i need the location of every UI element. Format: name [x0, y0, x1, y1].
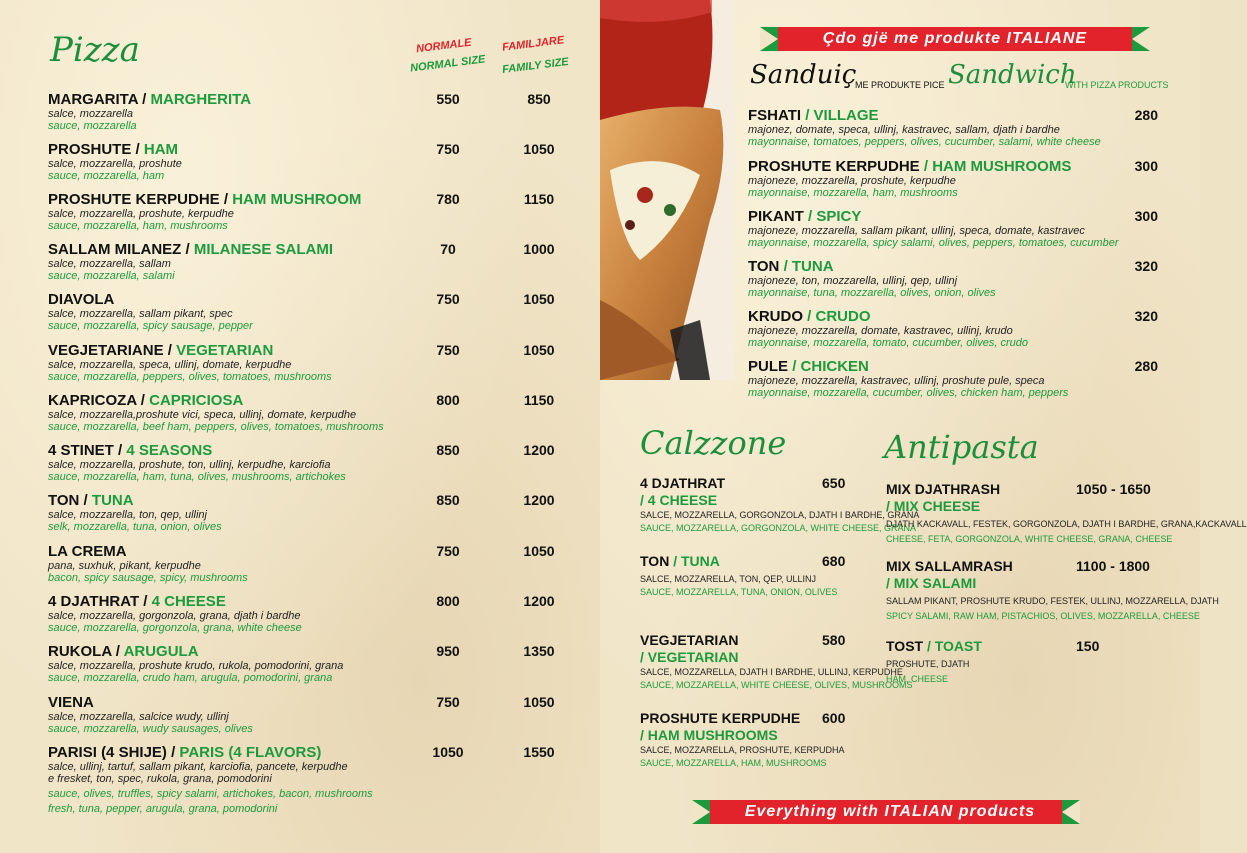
calzzone-item [640, 553, 880, 599]
pizza-item-name [48, 643, 588, 660]
pizza-ingredients-al: salce, mozzarella [48, 108, 133, 120]
sandwich-ingredients-al: majoneze, mozzarella, proshute, kerpudhe [748, 175, 956, 187]
pizza-item-name [48, 291, 588, 308]
pizza-name-en: MARGHERITA [150, 91, 252, 108]
calzzone-ingredients-al: SALCE, MOZZARELLA, DJATH I BARDHE, ULLINJ, KERPUDHE [640, 667, 903, 677]
calzzone-price: 680 [822, 553, 846, 569]
price-normal: 750 [436, 141, 460, 157]
top-banner-right-tail [1132, 27, 1150, 51]
pizza-item [48, 392, 588, 433]
antipasta-ingredients-en: HAM, CHEESE [886, 674, 949, 684]
calzzone-item [640, 710, 880, 770]
pizza-name-en: 4 SEASONS [126, 442, 213, 459]
pizza-ingredients-en: sauce, mozzarella, beef ham, peppers, olives, tomatoes, mushrooms [48, 421, 384, 433]
pizza-ingredients-al: salce, mozzarella, proshute, kerpudhe [48, 208, 234, 220]
pizza-ingredients-al: salce, mozzarella, sallam [48, 258, 171, 270]
calzzone-name-al: VEGJETARIAN [640, 632, 739, 648]
antipasta-ingredients-al: PROSHUTE, DJATH [886, 659, 970, 669]
pizza-ingredients-en: sauce, mozzarella, ham, mushrooms [48, 220, 228, 232]
pizza-ingredients-al: salce, mozzarella, salcice wudy, ullinj [48, 711, 229, 723]
sandwich-price: 280 [1134, 358, 1158, 374]
pizza-item [48, 342, 588, 383]
sandwich-name-al: PULE [748, 358, 793, 375]
top-banner-text: Çdo gjë me produkte ITALIANE [822, 30, 1088, 47]
calzzone-ingredients-al: SALCE, MOZZARELLA, PROSHUTE, KERPUDHA [640, 745, 845, 755]
price-normal: 750 [436, 342, 460, 358]
sandwich-price: 300 [1134, 208, 1158, 224]
price-normal: 800 [436, 392, 460, 408]
bottom-banner [700, 800, 1080, 824]
pizza-ingredients-al: salce, mozzarella, ton, qep, ullinj [48, 509, 207, 521]
antipasta-name-al: TOST [886, 638, 927, 654]
calzzone-name-en: / HAM MUSHROOMS [640, 727, 778, 743]
antipasta-price: 150 [1076, 638, 1100, 654]
sandwich-price: 280 [1134, 107, 1158, 123]
pizza-ingredients-en: sauce, mozzarella, spicy sausage, pepper [48, 320, 253, 332]
sandwich-item [748, 107, 1158, 148]
pizza-name-en: 4 CHEESE [151, 593, 226, 610]
sandwich-name-en: / TUNA [783, 258, 834, 275]
price-normal: 850 [436, 442, 460, 458]
pizza-item [48, 91, 588, 132]
pizza-name-en: HAM [143, 141, 179, 158]
calzzone-name-en: / TUNA [673, 553, 720, 569]
price-family: 1050 [523, 694, 555, 710]
bottom-banner-left-tail [692, 800, 710, 824]
calzzone-ingredients-al: SALCE, MOZZARELLA, GORGONZOLA, DJATH I BARDHE, GRANA [640, 510, 920, 520]
pizza-ingredients-al: salce, ullinj, tartuf, sallam pikant, karciofia, pancete, kerpudhe [48, 761, 348, 773]
price-family: 1050 [523, 342, 555, 358]
pizza-name-al: RUKOLA / [48, 643, 124, 660]
antipasta-ingredients-al: SALLAM PIKANT, PROSHUTE KRUDO, FESTEK, ULLINJ, MOZZARELLA, DJATH [886, 596, 1219, 606]
calzzone-price: 580 [822, 632, 846, 648]
bottom-banner-text: Everything with ITALIAN products [744, 803, 1036, 820]
pizza-item-name [48, 191, 588, 208]
pizza-ingredients-al: salce, mozzarella, proshute, ton, ullinj, kerpudhe, karciofia [48, 459, 331, 471]
calzzone-ingredients-en: SAUCE, MOZZARELLA, WHITE CHEESE, OLIVES, MUSHROOMS [640, 680, 913, 690]
sandwich-title-al: Sanduiç [750, 60, 857, 90]
calzzone-item-name-en [640, 492, 880, 509]
calzzone-name-al: 4 DJATHRAT [640, 475, 726, 491]
antipasta-item [886, 558, 1219, 623]
pizza-name-en: MILANESE SALAMI [193, 241, 333, 258]
sandwich-name-en: / SPICY [808, 208, 862, 225]
pizza-name-al: PARISI (4 SHIJE) / [48, 744, 180, 761]
pizza-item-name [48, 241, 588, 258]
sandwich-item-name [748, 308, 1158, 325]
price-normal: 800 [436, 593, 460, 609]
sandwich-name-en: / CRUDO [807, 308, 871, 325]
sandwich-item-name [748, 258, 1158, 275]
sandwich-ingredients-al: majoneze, mozzarella, kastravec, ullinj, proshute pule, speca [748, 375, 1045, 387]
pizza-ingredients-al: salce, mozzarella, proshute [48, 158, 182, 170]
pizza-item [48, 141, 588, 182]
antipasta-item [886, 481, 1247, 546]
pizza-ingredients-al: salce, mozzarella, gorgonzola, grana, djath i bardhe [48, 610, 301, 622]
sandwich-ingredients-en: mayonnaise, mozzarella, ham, mushrooms [748, 187, 958, 199]
pizza-ingredients-al: salce, mozzarella,proshute vici, speca, ullinj, domate, kerpudhe [48, 409, 357, 421]
sandwich-ingredients-en: mayonnaise, mozzarella, tomato, cucumber, olives, crudo [748, 337, 1029, 349]
bottom-banner-right-tail [1062, 800, 1080, 824]
pizza-item [48, 442, 588, 483]
pizza-item [48, 593, 588, 634]
pizza-ingredients-en-2: fresh, tuna, pepper, arugula, grana, pomodorini [48, 803, 278, 815]
sandwich-item [748, 358, 1158, 399]
antipasta-ingredients-en: CHEESE, FETA, GORGONZOLA, WHITE CHEESE, GRANA, CHEESE [886, 534, 1173, 544]
pizza-page [0, 0, 601, 853]
sandwich-item [748, 158, 1158, 199]
pizza-ingredients-al: salce, mozzarella, speca, ullinj, domate, kerpudhe [48, 359, 292, 371]
pizza-item-name [48, 744, 588, 761]
sandwich-name-en: / VILLAGE [805, 107, 879, 124]
pizza-name-al: 4 DJATHRAT / [48, 593, 152, 610]
pizza-item-name [48, 492, 588, 509]
pizza-ingredients-en: sauce, mozzarella [48, 120, 137, 132]
pizza-name-en: HAM MUSHROOM [232, 191, 362, 208]
sandwich-item [748, 208, 1158, 249]
pizza-ingredients-en: sauce, mozzarella, gorgonzola, grana, white cheese [48, 622, 302, 634]
calzzone-price: 600 [822, 710, 846, 726]
pizza-name-al: SALLAM MILANEZ / [48, 241, 194, 258]
price-normal: 750 [436, 694, 460, 710]
pizza-name-al: VEGJETARIANE / [48, 342, 177, 359]
price-family: 1050 [523, 291, 555, 307]
price-normal: 850 [436, 492, 460, 508]
sandwich-item-name [748, 107, 1158, 124]
pizza-name-en: PARIS (4 FLAVORS) [179, 744, 322, 761]
antipasta-name-al: MIX DJATHRASH [886, 481, 1001, 497]
calzzone-title: Calzzone [640, 424, 787, 462]
calzzone-ingredients-en: SAUCE, MOZZARELLA, HAM, MUSHROOMS [640, 758, 827, 768]
antipasta-name-en: / MIX CHEESE [886, 498, 981, 514]
sandwich-name-al: KRUDO [748, 308, 808, 325]
price-normal: 950 [436, 643, 460, 659]
pizza-item-name [48, 593, 588, 610]
pizza-ingredients-en: sauce, olives, truffles, spicy salami, artichokes, bacon, mushrooms [48, 788, 373, 800]
pizza-ingredients-en: sauce, mozzarella, crudo ham, arugula, pomodorini, grana [48, 672, 333, 684]
sandwich-ingredients-al: majoneze, mozzarella, sallam pikant, ullinj, speca, domate, kastravec [748, 225, 1085, 237]
calzzone-name-al: TON [640, 553, 674, 569]
price-family: 1200 [523, 492, 555, 508]
pizza-name-en: ARUGULA [123, 643, 199, 660]
price-family: 1150 [523, 392, 555, 408]
calzzone-name-en: / 4 CHEESE [640, 492, 718, 508]
pizza-ingredients-en: sauce, mozzarella, salami [48, 270, 175, 282]
calzzone-price: 650 [822, 475, 846, 491]
pizza-title: Pizza [50, 30, 140, 70]
price-family: 1000 [523, 241, 555, 257]
price-family: 1350 [523, 643, 555, 659]
price-family: 850 [527, 91, 551, 107]
family-header-al: FAMILJARE [501, 34, 565, 54]
sandwich-item [748, 258, 1158, 299]
pizza-item [48, 291, 588, 332]
calzzone-item-name-en [640, 727, 880, 744]
calzzone-item-name-en [640, 649, 880, 666]
sandwich-title-en: Sandwich [948, 60, 1077, 90]
pizza-name-en: VEGETARIAN [176, 342, 274, 359]
calzzone-ingredients-en: SAUCE, MOZZARELLA, TUNA, ONION, OLIVES [640, 587, 838, 597]
antipasta-item-name-en [886, 575, 1186, 592]
pizza-name-al: PROSHUTE / [48, 141, 144, 158]
calzzone-name-al: PROSHUTE KERPUDHE [640, 710, 801, 726]
pizza-item-name [48, 694, 588, 711]
sandwich-price: 320 [1134, 258, 1158, 274]
pizza-name-al: MARGARITA / [48, 91, 151, 108]
sandwich-subtitle-en: WITH PIZZA PRODUCTS [1065, 80, 1169, 90]
price-normal: 1050 [432, 744, 464, 760]
normal-header-al: NORMALE [415, 36, 473, 56]
pizza-name-en: CAPRICIOSA [149, 392, 244, 409]
pizza-item [48, 694, 588, 735]
sandwich-ingredients-al: majoneze, mozzarella, domate, kastravec, ullinj, krudo [748, 325, 1013, 337]
pizza-item [48, 643, 588, 684]
antipasta-name-en: / MIX SALAMI [886, 575, 977, 591]
price-family: 1150 [523, 191, 555, 207]
pizza-ingredients-en: selk, mozzarella, tuna, onion, olives [48, 521, 222, 533]
pizza-item [48, 492, 588, 533]
price-normal: 780 [436, 191, 460, 207]
family-header-en: FAMILY SIZE [501, 55, 570, 77]
sandwich-subtitle-al: ME PRODUKTE PICE [855, 80, 945, 90]
pizza-ingredients-en: sauce, mozzarella, ham [48, 170, 165, 182]
sandwich-name-al: PROSHUTE KERPUDHE [748, 158, 924, 175]
price-normal: 750 [436, 543, 460, 559]
price-family: 1200 [523, 593, 555, 609]
top-banner-left-tail [760, 27, 778, 51]
antipasta-name-en: / TOAST [926, 638, 982, 654]
sandwich-ingredients-en: mayonnaise, mozzarella, cucumber, olives, chicken ham, peppers [748, 387, 1069, 399]
antipasta-title: Antipasta [884, 428, 1039, 466]
price-family: 1200 [523, 442, 555, 458]
sandwich-ingredients-al: majonez, domate, speca, ullinj, kastravec, sallam, djath i bardhe [748, 124, 1060, 136]
pizza-name-al: LA CREMA [48, 543, 127, 560]
pizza-item-name [48, 543, 588, 560]
pizza-name-en: TUNA [91, 492, 134, 509]
sandwich-ingredients-en: mayonnaise, tuna, mozzarella, olives, onion, olives [748, 287, 996, 299]
sandwich-item-name [748, 358, 1158, 375]
pizza-name-al: 4 STINET / [48, 442, 127, 459]
pizza-item-parisi [48, 744, 588, 815]
sandwich-name-en: / HAM MUSHROOMS [923, 158, 1072, 175]
sandwich-item-name [748, 158, 1158, 175]
calzone-photo [600, 0, 735, 380]
pizza-name-al: DIAVOLA [48, 291, 115, 308]
price-normal: 550 [436, 91, 460, 107]
calzzone-ingredients-en: SAUCE, MOZZARELLA, GORGONZOLA, WHITE CHEESE, GRANA [640, 523, 917, 533]
sandwich-name-en: / CHICKEN [792, 358, 869, 375]
pizza-name-al: TON / [48, 492, 92, 509]
sandwich-name-al: FSHATI [748, 107, 806, 124]
sandwich-price: 300 [1134, 158, 1158, 174]
antipasta-ingredients-en: SPICY SALAMI, RAW HAM, PISTACHIOS, OLIVES, MOZZARELLA, CHEESE [886, 611, 1200, 621]
sandwich-item [748, 308, 1158, 349]
pizza-item-name [48, 141, 588, 158]
sandwich-price: 320 [1134, 308, 1158, 324]
normal-header-en: NORMAL SIZE [409, 53, 487, 75]
pizza-item [48, 543, 588, 584]
pizza-item [48, 241, 588, 282]
sandwich-item-name [748, 208, 1158, 225]
calzzone-ingredients-al: SALCE, MOZZARELLA, TON, QEP, ULLINJ [640, 574, 817, 584]
price-family: 1050 [523, 141, 555, 157]
pizza-ingredients-en: bacon, spicy sausage, spicy, mushrooms [48, 572, 248, 584]
pizza-ingredients-en: sauce, mozzarella, peppers, olives, tomatoes, mushrooms [48, 371, 332, 383]
pizza-name-al: PROSHUTE KERPUDHE / [48, 191, 233, 208]
price-normal: 70 [440, 241, 456, 257]
pizza-name-al: KAPRICOZA / [48, 392, 150, 409]
calzzone-name-en: / VEGETARIAN [640, 649, 739, 665]
pizza-item [48, 191, 588, 232]
pizza-ingredients-al: salce, mozzarella, sallam pikant, spec [48, 308, 233, 320]
pizza-item-name [48, 392, 588, 409]
pizza-ingredients-en: sauce, mozzarella, ham, tuna, olives, mushrooms, artichokes [48, 471, 346, 483]
pizza-ingredients-al: pana, suxhuk, pikant, kerpudhe [48, 560, 201, 572]
sandwich-ingredients-en: mayonnaise, tomatoes, peppers, olives, cucumber, salami, white cheese [748, 136, 1101, 148]
pizza-name-al: VIENA [48, 694, 94, 711]
price-normal: 750 [436, 291, 460, 307]
antipasta-price: 1100 - 1800 [1076, 558, 1150, 574]
sandwich-ingredients-en: mayonnaise, mozzarella, spicy salami, olives, peppers, tomatoes, cucumber [748, 237, 1119, 249]
price-family: 1050 [523, 543, 555, 559]
sandwich-ingredients-al: majoneze, ton, mozzarella, ullinj, qep, ullinj [748, 275, 958, 287]
antipasta-name-al: MIX SALLAMRASH [886, 558, 1013, 574]
pizza-item-name [48, 342, 588, 359]
antipasta-ingredients-al: DJATH KACKAVALL, FESTEK, GORGONZOLA, DJATH I BARDHE, GRANA,KACKAVALL [886, 519, 1247, 529]
antipasta-item-name [886, 638, 1186, 655]
antipasta-item-name-en [886, 498, 1186, 515]
antipasta-item [886, 638, 1186, 686]
price-family: 1550 [523, 744, 555, 760]
sandwich-name-al: TON [748, 258, 784, 275]
pizza-ingredients-en: sauce, mozzarella, wudy sausages, olives [48, 723, 253, 735]
pizza-item-name [48, 442, 588, 459]
antipasta-price: 1050 - 1650 [1076, 481, 1151, 497]
calzzone-item [640, 475, 920, 535]
sandwich-name-al: PIKANT [748, 208, 808, 225]
pizza-ingredients-al: salce, mozzarella, proshute krudo, rukola, pomodorini, grana [48, 660, 344, 672]
pizza-item-name [48, 91, 588, 108]
pizza-ingredients-al-2: e fresket, ton, spec, rukola, grana, pomodorini [48, 773, 272, 785]
top-banner [760, 27, 1150, 51]
